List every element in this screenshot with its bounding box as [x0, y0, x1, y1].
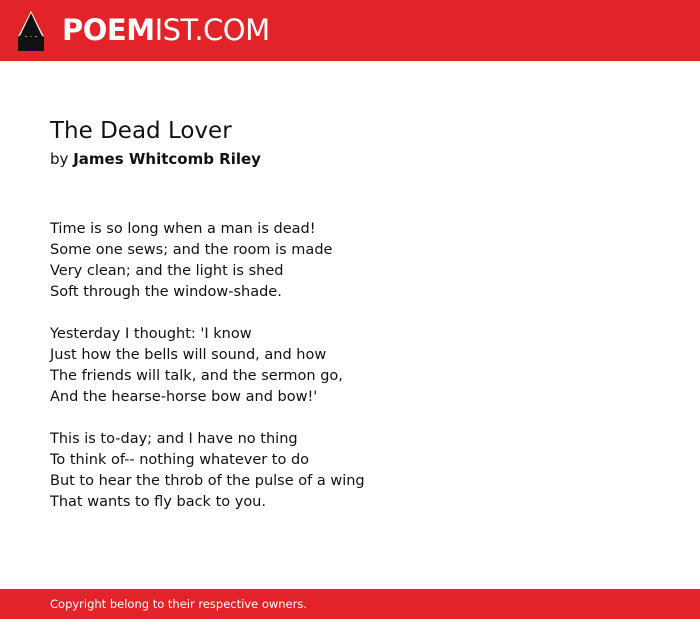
poem-line: But to hear the throb of the pulse of a wing [50, 473, 365, 489]
site-footer [0, 589, 700, 619]
site-header [0, 0, 700, 61]
poem-line: Just how the bells will sound, and how [50, 347, 327, 363]
poem-line: Very clean; and the light is shed [50, 263, 284, 279]
stanza-2 [50, 324, 650, 408]
copyright-text: Copyright belong to their respective owners. [50, 597, 308, 611]
byline [50, 149, 261, 169]
by-label: by [50, 150, 69, 168]
poem-line: Some one sews; and the room is made [50, 242, 333, 258]
logo-light-text: IST.COM [154, 13, 270, 47]
poem-line: Time is so long when a man is dead! [50, 221, 316, 237]
logo-bold-text: POEM [62, 13, 155, 47]
poem-line: The friends will talk, and the sermon go, [50, 368, 343, 384]
site-logo[interactable] [62, 12, 270, 48]
poem-line: And the hearse-horse bow and bow!' [50, 389, 318, 405]
poem-line: Soft through the window-shade. [50, 284, 282, 300]
poem-line: That wants to fly back to you. [50, 494, 266, 510]
pencil-tip-icon[interactable] [18, 11, 44, 51]
stanza-3 [50, 429, 650, 513]
poem-line: To think of-- nothing whatever to do [50, 452, 310, 468]
poem-title: The Dead Lover [50, 118, 232, 144]
poem-body [50, 219, 650, 534]
poem-line: This is to-day; and I have no thing [50, 431, 298, 447]
poem-line: Yesterday I thought: 'I know [50, 326, 252, 342]
author-name: James Whitcomb Riley [73, 150, 261, 168]
stanza-1 [50, 219, 650, 303]
